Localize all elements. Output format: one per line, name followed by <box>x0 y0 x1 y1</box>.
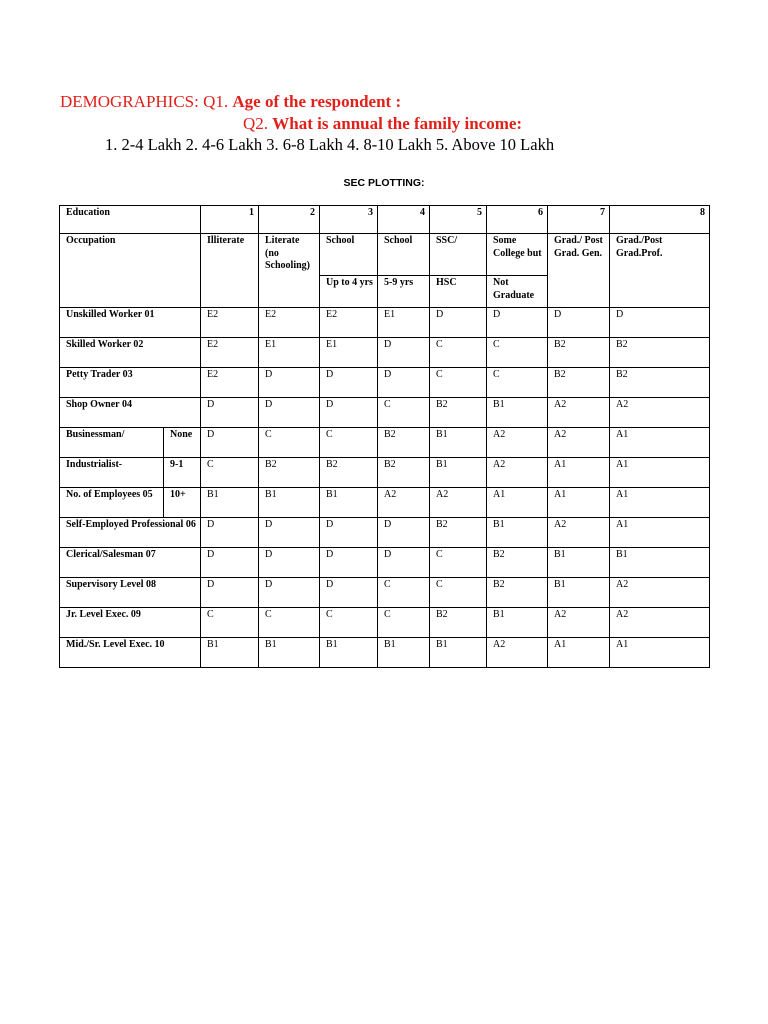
occupation-label: Self-Employed Professional 06 <box>60 518 201 548</box>
table-row <box>60 578 710 608</box>
sec-grade-cell: D <box>610 308 710 338</box>
sec-grade-cell: E1 <box>259 338 320 368</box>
sec-grade-cell: A2 <box>487 458 548 488</box>
sec-grade-cell: D <box>201 428 259 458</box>
sec-grade-cell: D <box>320 518 378 548</box>
sec-grade-cell: C <box>430 578 487 608</box>
sec-grade-cell: C <box>259 608 320 638</box>
sec-grade-cell: E2 <box>259 308 320 338</box>
income-options: 1. 2-4 Lakh 2. 4-6 Lakh 3. 6-8 Lakh 4. 8-10 Lakh 5. Above 10 Lakh <box>105 135 555 154</box>
sec-grade-cell: B2 <box>487 578 548 608</box>
sec-grade-cell: B1 <box>487 398 548 428</box>
occupation-label: Mid./Sr. Level Exec. 10 <box>60 638 201 668</box>
sec-grade-cell: B1 <box>320 638 378 668</box>
occupation-label: Industrialist- <box>60 458 164 488</box>
sec-grade-cell: A1 <box>548 638 610 668</box>
table-row <box>60 308 710 338</box>
sec-grade-cell: E1 <box>378 308 430 338</box>
sec-grade-cell: B2 <box>610 368 710 398</box>
sec-grade-cell: B2 <box>430 398 487 428</box>
sec-grade-cell: B1 <box>548 578 610 608</box>
table-row <box>60 608 710 638</box>
sec-grade-cell: A1 <box>610 638 710 668</box>
sec-grade-cell: D <box>320 578 378 608</box>
sec-grade-cell: A2 <box>548 398 610 428</box>
sec-grade-cell: D <box>487 308 548 338</box>
sec-grade-cell: D <box>378 368 430 398</box>
sec-grade-cell: A2 <box>610 608 710 638</box>
sec-grade-cell: A2 <box>548 428 610 458</box>
q1-text: Age of the respondent : <box>232 92 402 111</box>
table-row <box>60 398 710 428</box>
sec-grade-cell: D <box>320 398 378 428</box>
employee-count-label: 9-1 <box>164 458 201 488</box>
sec-grade-cell: D <box>201 548 259 578</box>
employee-count-label: None <box>164 428 201 458</box>
sec-grade-cell: D <box>320 548 378 578</box>
edu-number: 1 <box>201 206 259 234</box>
sec-grade-cell: A2 <box>610 578 710 608</box>
table-row <box>60 338 710 368</box>
sec-grade-cell: B1 <box>259 488 320 518</box>
education-header-row <box>60 234 710 276</box>
edu-number: 4 <box>378 206 430 234</box>
question-1 <box>60 92 401 112</box>
sec-plotting-title: SEC PLOTTING: <box>343 177 425 189</box>
sec-grade-cell: A2 <box>610 398 710 428</box>
sec-grade-cell: D <box>201 398 259 428</box>
employee-count-label: 10+ <box>164 488 201 518</box>
education-label: Education <box>60 206 201 234</box>
sec-grade-cell: B1 <box>201 488 259 518</box>
sec-grade-cell: D <box>430 308 487 338</box>
sec-grade-cell: C <box>430 338 487 368</box>
edu-header: Illiterate <box>201 234 259 308</box>
edu-number: 8 <box>610 206 710 234</box>
sec-grade-cell: B1 <box>259 638 320 668</box>
sec-grade-cell: A1 <box>610 488 710 518</box>
sec-grade-cell: E2 <box>201 338 259 368</box>
sec-grade-cell: B2 <box>378 428 430 458</box>
sec-grade-cell: D <box>259 368 320 398</box>
edu-header: Grad./ Post Grad. Gen. <box>548 234 610 308</box>
table-row <box>60 428 710 458</box>
sec-grade-cell: A2 <box>487 428 548 458</box>
occupation-label: Businessman/ <box>60 428 164 458</box>
sec-grade-cell: E2 <box>201 368 259 398</box>
edu-number: 2 <box>259 206 320 234</box>
sec-grade-cell: E1 <box>320 338 378 368</box>
sec-grade-cell: C <box>487 368 548 398</box>
occupation-label: Jr. Level Exec. 09 <box>60 608 201 638</box>
sec-grade-cell: B2 <box>430 518 487 548</box>
sec-grade-cell: C <box>201 608 259 638</box>
sec-grade-cell: C <box>201 458 259 488</box>
edu-header: School <box>378 234 430 276</box>
occupation-label: Supervisory Level 08 <box>60 578 201 608</box>
sec-grade-cell: A2 <box>548 608 610 638</box>
edu-header: School <box>320 234 378 276</box>
sec-grade-cell: C <box>378 398 430 428</box>
edu-header: Literate (no Schooling) <box>259 234 320 308</box>
q2-text: What is annual the family income: <box>272 114 523 133</box>
sec-grade-cell: D <box>259 578 320 608</box>
sec-grade-cell: C <box>378 608 430 638</box>
edu-subheader: Up to 4 yrs <box>320 276 378 308</box>
table-row <box>60 638 710 668</box>
sec-grade-cell: B2 <box>320 458 378 488</box>
sec-grade-cell: C <box>487 338 548 368</box>
sec-grade-cell: B1 <box>610 548 710 578</box>
occupation-label: Unskilled Worker 01 <box>60 308 201 338</box>
sec-table <box>59 205 710 668</box>
sec-grade-cell: B2 <box>378 458 430 488</box>
table-row <box>60 518 710 548</box>
edu-header: Some College but <box>487 234 548 276</box>
sec-grade-cell: A1 <box>487 488 548 518</box>
sec-grade-cell: D <box>378 338 430 368</box>
edu-subheader: HSC <box>430 276 487 308</box>
occupation-label: Shop Owner 04 <box>60 398 201 428</box>
edu-number: 5 <box>430 206 487 234</box>
sec-grade-cell: B1 <box>320 488 378 518</box>
table-row <box>60 488 710 518</box>
sec-grade-cell: D <box>548 308 610 338</box>
sec-grade-cell: A1 <box>548 488 610 518</box>
sec-grade-cell: A1 <box>610 428 710 458</box>
sec-grade-cell: A1 <box>610 458 710 488</box>
table-row <box>60 548 710 578</box>
occupation-label: No. of Employees 05 <box>60 488 164 518</box>
education-row <box>60 206 710 234</box>
sec-grade-cell: B1 <box>378 638 430 668</box>
sec-grade-cell: D <box>378 518 430 548</box>
sec-grade-cell: B2 <box>487 548 548 578</box>
sec-grade-cell: A1 <box>610 518 710 548</box>
edu-number: 3 <box>320 206 378 234</box>
sec-grade-cell: D <box>259 518 320 548</box>
edu-header: SSC/ <box>430 234 487 276</box>
sec-grade-cell: B1 <box>548 548 610 578</box>
sec-grade-cell: D <box>201 578 259 608</box>
table-row <box>60 458 710 488</box>
sec-grade-cell: B1 <box>430 428 487 458</box>
occupation-label: Clerical/Salesman 07 <box>60 548 201 578</box>
sec-grade-cell: B1 <box>201 638 259 668</box>
q2-prefix: Q2. <box>243 114 269 133</box>
sec-grade-cell: C <box>320 428 378 458</box>
sec-grade-cell: C <box>378 578 430 608</box>
edu-subheader: 5-9 yrs <box>378 276 430 308</box>
sec-grade-cell: B1 <box>430 638 487 668</box>
occupation-label: Skilled Worker 02 <box>60 338 201 368</box>
sec-grade-cell: D <box>378 548 430 578</box>
sec-grade-cell: B1 <box>487 608 548 638</box>
edu-number: 6 <box>487 206 548 234</box>
sec-grade-cell: A2 <box>548 518 610 548</box>
sec-grade-cell: A1 <box>548 458 610 488</box>
sec-grade-cell: D <box>320 368 378 398</box>
sec-grade-cell: B2 <box>259 458 320 488</box>
sec-grade-cell: C <box>259 428 320 458</box>
sec-grade-cell: A2 <box>378 488 430 518</box>
edu-header: Grad./Post Grad.Prof. <box>610 234 710 308</box>
sec-grade-cell: D <box>259 548 320 578</box>
sec-grade-cell: A2 <box>430 488 487 518</box>
q1-prefix: DEMOGRAPHICS: Q1. <box>60 92 229 111</box>
sec-grade-cell: C <box>430 368 487 398</box>
sec-grade-cell: E2 <box>201 308 259 338</box>
edu-subheader: Not Graduate <box>487 276 548 308</box>
sec-grade-cell: B1 <box>430 458 487 488</box>
sec-grade-cell: B2 <box>548 338 610 368</box>
sec-grade-cell: C <box>320 608 378 638</box>
sec-grade-cell: B2 <box>430 608 487 638</box>
sec-grade-cell: B2 <box>610 338 710 368</box>
occupation-label: Petty Trader 03 <box>60 368 201 398</box>
sec-grade-cell: A2 <box>487 638 548 668</box>
sec-grade-cell: D <box>201 518 259 548</box>
sec-grade-cell: B1 <box>487 518 548 548</box>
sec-grade-cell: C <box>430 548 487 578</box>
table-row <box>60 368 710 398</box>
edu-number: 7 <box>548 206 610 234</box>
question-2 <box>243 114 522 134</box>
sec-grade-cell: D <box>259 398 320 428</box>
sec-grade-cell: E2 <box>320 308 378 338</box>
sec-grade-cell: B2 <box>548 368 610 398</box>
occupation-label: Occupation <box>60 234 201 308</box>
